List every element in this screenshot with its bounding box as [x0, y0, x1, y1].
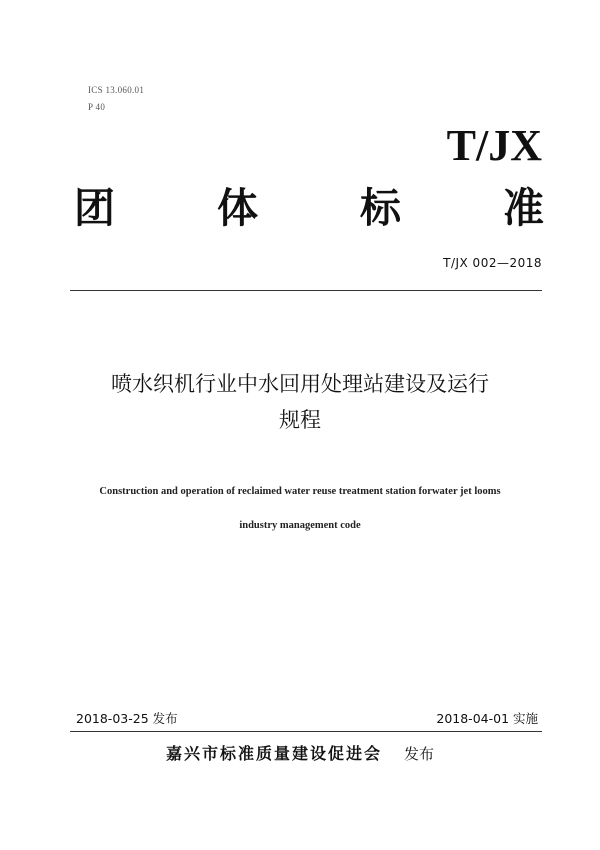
- ics-code: ICS 13.060.01: [88, 85, 145, 95]
- document-type-char: 体: [217, 184, 258, 232]
- implementation-date: 2018-04-01 实施: [436, 711, 538, 726]
- top-divider: [70, 290, 542, 291]
- document-type-char: 标: [360, 184, 401, 232]
- issue-word: 发布: [404, 745, 435, 763]
- issuer-name: 嘉兴市标准质量建设促进会: [165, 744, 382, 763]
- chinese-title-line-1: 喷水织机行业中水回用处理站建设及运行: [111, 372, 489, 396]
- bottom-divider: [70, 731, 542, 732]
- series-logo: T/JX: [446, 121, 542, 170]
- standard-number: T/JX 002—2018: [443, 256, 542, 270]
- ccs-code: P 40: [88, 102, 106, 112]
- english-title-line-2: industry management code: [239, 520, 361, 531]
- document-type-char: 团: [74, 184, 115, 232]
- issue-date: 2018-03-25 发布: [76, 711, 178, 726]
- document-type-heading: [74, 184, 544, 232]
- english-title-line-1: Construction and operation of reclaimed water reuse treatment station forwater jet looms: [99, 486, 501, 497]
- chinese-title-line-2: 规程: [279, 408, 321, 432]
- document-type-char: 准: [503, 184, 544, 232]
- issuer-line: [0, 742, 600, 766]
